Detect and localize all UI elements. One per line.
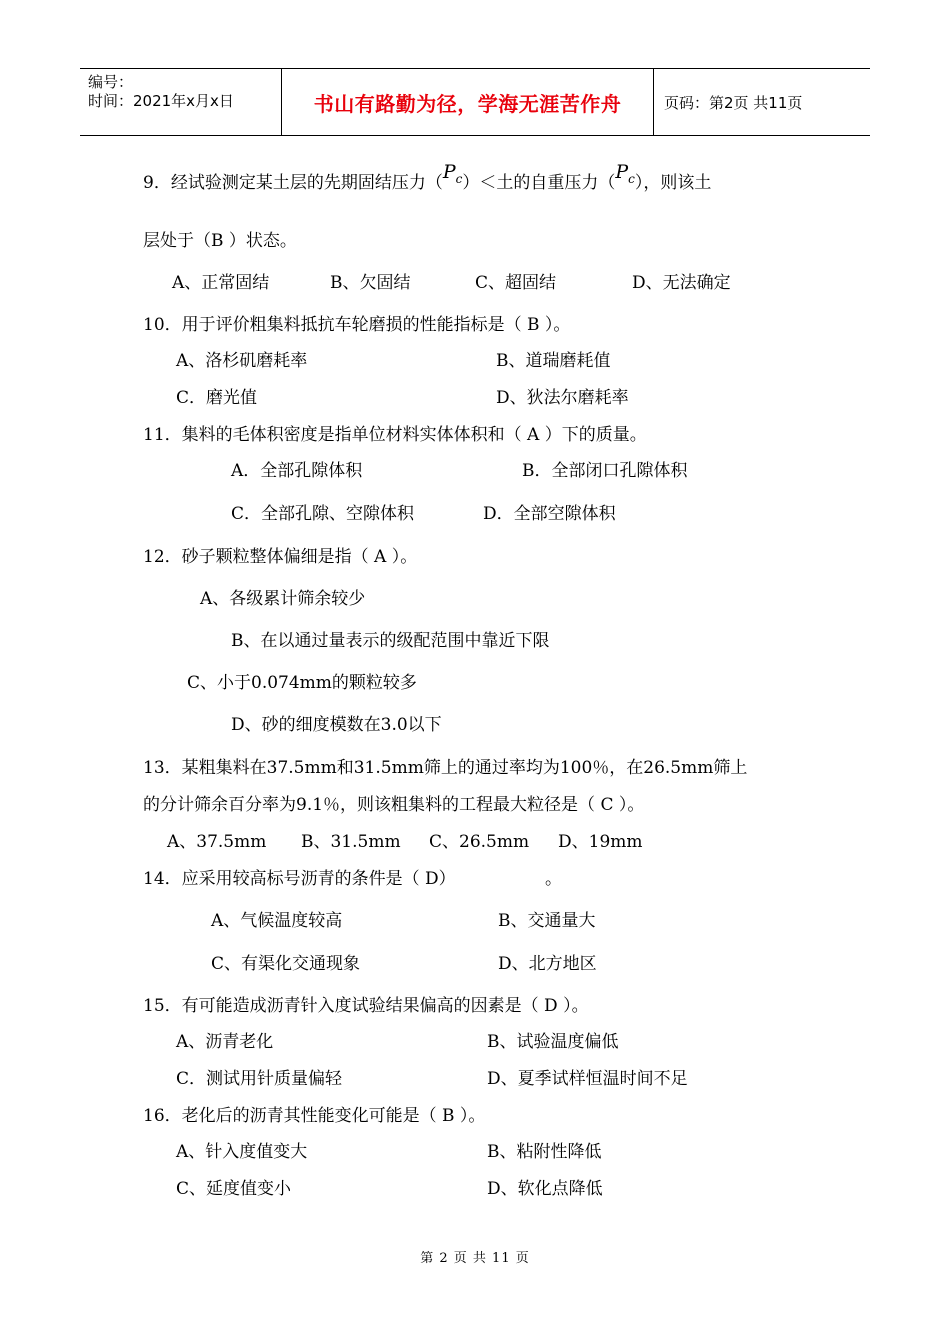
q11-option-c: C．全部孔隙、空隙体积 [231, 504, 415, 524]
q14-option-c: C、有渠化交通现象 [211, 954, 361, 974]
q15-option-d: D、夏季试样恒温时间不足 [487, 1069, 688, 1089]
q11-option-d: D．全部空隙体积 [483, 504, 616, 524]
q12-option-a: A、各级累计筛余较少 [200, 589, 366, 609]
q13-option-b: B、31.5mm [301, 832, 401, 852]
q12-option-b: B、在以通过量表示的级配范围中靠近下限 [231, 631, 550, 651]
question-11-stem: 11．集料的毛体积密度是指单位材料实体体积和（ A ）下的质量。 [143, 425, 647, 445]
header-info-cell [80, 69, 282, 135]
q15-option-a: A、沥青老化 [176, 1032, 274, 1052]
q16-option-d: D、软化点降低 [487, 1179, 603, 1199]
q16-option-a: A、针入度值变大 [176, 1142, 308, 1162]
q13-option-c: C、26.5mm [429, 832, 530, 852]
document-number: 编号： [88, 73, 134, 91]
question-14-period: 。 [545, 869, 562, 889]
q13-option-d: D、19mm [558, 832, 643, 852]
header-motto-cell [282, 69, 654, 135]
q11-option-b: B．全部闭口孔隙体积 [522, 461, 688, 481]
q15-option-b: B、试验温度偏低 [487, 1032, 619, 1052]
q11-option-a: A．全部孔隙体积 [231, 461, 363, 481]
q13-option-a: A、37.5mm [167, 832, 267, 852]
q15-option-c: C．测试用针质量偏轻 [176, 1069, 343, 1089]
question-9-stem: 9．经试验测定某土层的先期固结压力$(P_c)<$土的自重压力$(P_c)$，则该土 [143, 161, 712, 193]
question-10-stem: 10．用于评价粗集料抵抗车轮磨损的性能指标是（ B ）。 [143, 315, 571, 335]
q12-option-d: D、砂的细度模数在3.0以下 [231, 715, 442, 735]
q9-option-d: D、无法确定 [632, 273, 731, 293]
question-13-continuation: 的分计筛余百分率为9.1％，则该粗集料的工程最大粒径是（ C ）。 [143, 795, 645, 815]
q10-option-b: B、道瑞磨耗值 [496, 351, 611, 371]
q14-option-b: B、交通量大 [498, 911, 596, 931]
q9-option-b: B、欠固结 [330, 273, 411, 293]
symbol-pc: $P_c$ [615, 161, 635, 186]
page-footer: 第 2 页 共 11 页 [420, 1251, 530, 1266]
q9-option-a: A、正常固结 [172, 273, 270, 293]
q9-option-c: C、超固结 [475, 273, 557, 293]
symbol-pc: $P_c$ [442, 161, 463, 186]
motto: 书山有路勤为径，学海无涯苦作舟 [313, 91, 622, 116]
q14-option-d: D、北方地区 [498, 954, 597, 974]
header-page-number: 页码：第2页 共11页 [664, 93, 803, 112]
q12-option-c: C、小于0.074mm的颗粒较多 [187, 673, 417, 693]
q16-option-c: C、延度值变小 [176, 1179, 292, 1199]
q16-option-b: B、粘附性降低 [487, 1142, 602, 1162]
q10-option-d: D、狄法尔磨耗率 [496, 388, 629, 408]
question-14-stem: 14．应采用较高标号沥青的条件是（ D） [143, 869, 456, 889]
question-12-stem: 12．砂子颗粒整体偏细是指（ A ）。 [143, 547, 418, 567]
page-header [80, 68, 870, 136]
document-time: 时间：2021年x月x日 [88, 92, 234, 110]
question-13-stem: 13．某粗集料在37.5mm和31.5mm筛上的通过率均为100％，在26.5mm筛上 [143, 758, 748, 778]
header-page-cell [654, 69, 870, 135]
q14-option-a: A、气候温度较高 [211, 911, 343, 931]
question-15-stem: 15．有可能造成沥青针入度试验结果偏高的因素是（ D ）。 [143, 996, 589, 1016]
q10-option-a: A、洛杉矶磨耗率 [176, 351, 308, 371]
question-16-stem: 16．老化后的沥青其性能变化可能是（ B ）。 [143, 1106, 486, 1126]
q10-option-c: C．磨光值 [176, 388, 258, 408]
question-9-continuation: 层处于（B ）状态。 [143, 231, 297, 251]
